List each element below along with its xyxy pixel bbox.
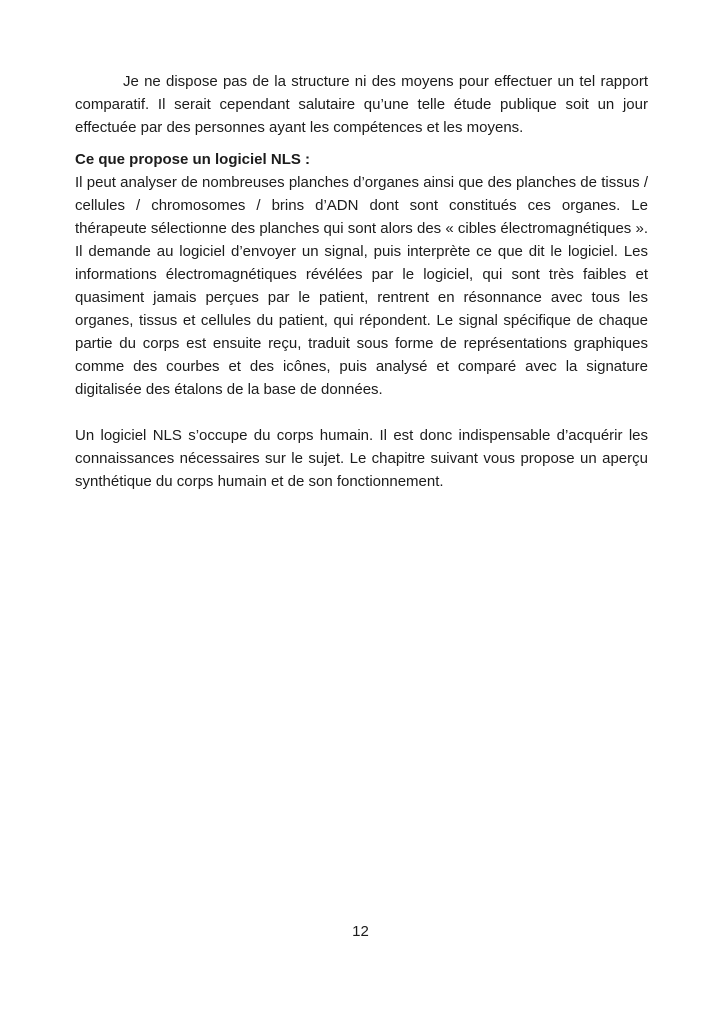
page-number: 12 [352, 923, 369, 940]
closing-paragraph: Un logiciel NLS s’occupe du corps humain. Il est donc indispensable d’acquérir les connaissances nécessaires sur le sujet. Le chapitre suivant vous propose un aperçu synthétique du corps humain et de son fonctionnement. [75, 427, 648, 490]
section-body-paragraph: Il peut analyser de nombreuses planches d’organes ainsi que des planches de tissus / cellules / chromosomes / brins d’ADN dont sont constitués ces organes. Le thérapeute sélectionne des planches qui sont alors des « cibles électromagnétiques ». Il demande au logiciel d’envoyer un signal, puis interprète ce que dit le logiciel. Les informations électromagnétiques révélées par le logiciel, qui sont très faibles et quasiment jamais perçues par le patient, rentrent en résonnance avec tous les organes, tissus et cellules du patient, qui répondent. Le signal spécifique de chaque partie du corps est ensuite reçu, traduit sous forme de représentations graphiques comme des courbes et des icônes, puis analysé et comparé avec la signature digitalisée des étalons de la base de données. [75, 174, 648, 398]
page-body [75, 70, 648, 493]
intro-paragraph: Je ne dispose pas de la structure ni des moyens pour effectuer un tel rapport comparatif. Il serait cependant salutaire qu’une telle étude publique soit un jour effectuée par des personnes ayant les compétences et les moyens. [75, 73, 648, 136]
section-heading: Ce que propose un logiciel NLS : [75, 151, 311, 168]
